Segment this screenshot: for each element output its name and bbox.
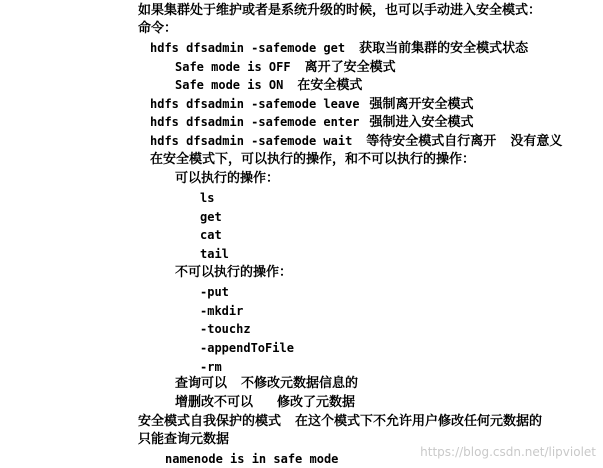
command-description: 在安全模式 [297,78,363,93]
command-text: Safe mode is OFF [175,60,291,74]
command-row [150,132,562,151]
command-row [150,39,528,58]
command-row [150,95,474,114]
query-note [175,375,358,393]
watermark-text: https://blog.csdn.net/lipviolet [420,445,596,459]
denied-operation: -rm [200,360,222,374]
command-row [175,58,396,77]
allowed-operation: get [200,210,222,224]
command-description: 强制离开安全模式 [369,97,474,112]
command-description: 离开了安全模式 [304,60,396,75]
command-description: 强制进入安全模式 [369,115,474,130]
query-note-detail: 不修改元数据信息的 [241,376,359,391]
command-note: 没有意义 [510,134,563,149]
command-description: 等待安全模式自行离开 [366,134,497,149]
command-text: hdfs dfsadmin -safemode enter [150,115,360,129]
safe-mode-message: namenode is in safe mode [165,452,339,466]
command-row [150,113,474,132]
command-text: Safe mode is ON [175,78,284,92]
intro-line: 如果集群处于维护或者是系统升级的时候，也可以手动进入安全模式： [138,3,542,18]
query-note-label: 查询可以 [175,376,228,391]
command-text: hdfs dfsadmin -safemode get [150,41,346,55]
protection-note: 只能查询元数据 [138,432,230,447]
allowed-operations-heading: 可以执行的操作： [175,171,280,186]
command-row [175,76,362,95]
command-description: 获取当前集群的安全模式状态 [359,41,529,56]
allowed-operation: ls [200,191,215,205]
denied-operations-heading: 不可以执行的操作： [175,265,293,280]
commands-label: 命令： [138,21,178,36]
protection-detail: 在这个模式下不允许用户修改任何元数据的 [295,414,543,429]
modify-note-detail: 修改了元数据 [277,395,356,410]
protection-label: 安全模式自我保护的模式 [138,414,282,429]
denied-operation: -appendToFile [200,341,294,355]
operations-heading: 在安全模式下，可以执行的操作，和不可以执行的操作： [150,152,476,167]
denied-operation: -touchz [200,322,251,336]
allowed-operation: tail [200,247,229,261]
command-text: hdfs dfsadmin -safemode leave [150,97,360,111]
protection-line [138,413,542,431]
command-text: hdfs dfsadmin -safemode wait [150,134,353,148]
allowed-operation: cat [200,228,222,242]
denied-operation: -mkdir [200,304,244,318]
denied-operation: -put [200,285,229,299]
modify-note [175,394,355,412]
modify-note-label: 增删改不可以 [175,395,254,410]
